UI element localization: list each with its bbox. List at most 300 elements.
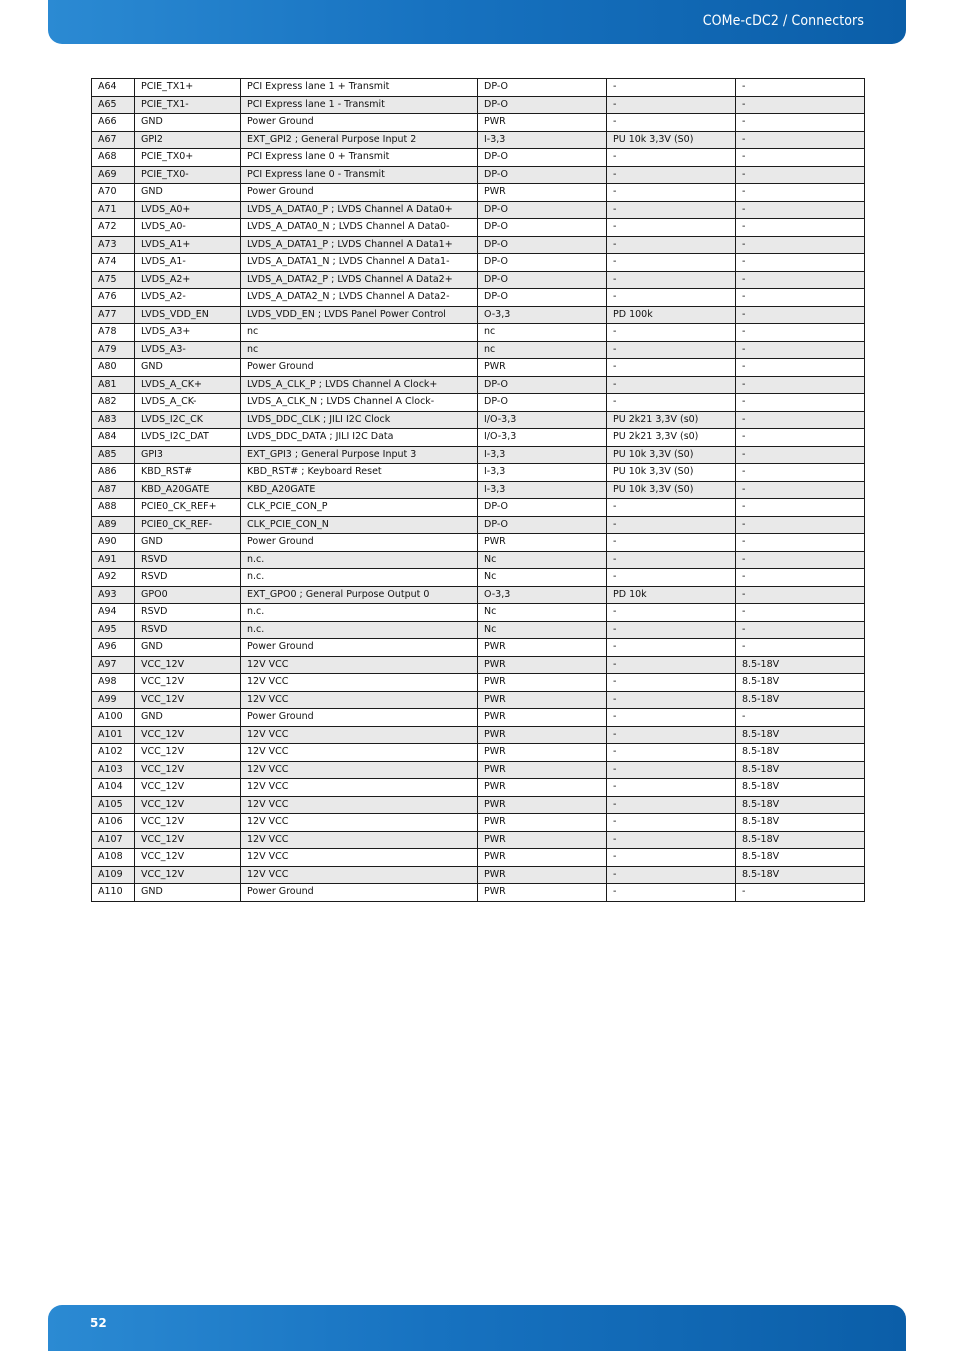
pin-cell: A98 <box>92 674 135 692</box>
signal-cell: LVDS_A2+ <box>135 271 241 289</box>
comment-cell: - <box>736 884 865 902</box>
table-row <box>92 254 865 272</box>
table-row <box>92 184 865 202</box>
type-cell: I-3,3 <box>478 481 607 499</box>
comment-cell: 8.5-18V <box>736 761 865 779</box>
pin-cell: A92 <box>92 569 135 587</box>
signal-cell: GND <box>135 359 241 377</box>
termination-cell: - <box>607 796 736 814</box>
pin-cell: A94 <box>92 604 135 622</box>
type-cell: PWR <box>478 114 607 132</box>
description-cell: KBD_A20GATE <box>241 481 478 499</box>
page-header <box>48 0 906 44</box>
comment-cell: - <box>736 376 865 394</box>
termination-cell: - <box>607 271 736 289</box>
comment-cell: - <box>736 429 865 447</box>
table-row <box>92 656 865 674</box>
description-cell: Power Ground <box>241 359 478 377</box>
signal-cell: GND <box>135 534 241 552</box>
signal-cell: GND <box>135 639 241 657</box>
type-cell: PWR <box>478 744 607 762</box>
description-cell: CLK_PCIE_CON_N <box>241 516 478 534</box>
type-cell: PWR <box>478 866 607 884</box>
description-cell: LVDS_VDD_EN ; LVDS Panel Power Control <box>241 306 478 324</box>
pin-cell: A66 <box>92 114 135 132</box>
comment-cell: 8.5-18V <box>736 796 865 814</box>
table-row <box>92 761 865 779</box>
description-cell: Power Ground <box>241 709 478 727</box>
termination-cell: - <box>607 621 736 639</box>
description-cell: PCI Express lane 0 + Transmit <box>241 149 478 167</box>
description-cell: LVDS_A_CLK_P ; LVDS Channel A Clock+ <box>241 376 478 394</box>
pin-cell: A72 <box>92 219 135 237</box>
description-cell: n.c. <box>241 569 478 587</box>
type-cell: PWR <box>478 884 607 902</box>
comment-cell: 8.5-18V <box>736 744 865 762</box>
description-cell: LVDS_A_DATA2_P ; LVDS Channel A Data2+ <box>241 271 478 289</box>
signal-cell: LVDS_I2C_DAT <box>135 429 241 447</box>
type-cell: Nc <box>478 551 607 569</box>
comment-cell: 8.5-18V <box>736 691 865 709</box>
comment-cell: - <box>736 324 865 342</box>
type-cell: I-3,3 <box>478 131 607 149</box>
description-cell: LVDS_A_DATA2_N ; LVDS Channel A Data2- <box>241 289 478 307</box>
type-cell: PWR <box>478 534 607 552</box>
signal-cell: PCIE_TX0- <box>135 166 241 184</box>
pin-cell: A68 <box>92 149 135 167</box>
table-row <box>92 779 865 797</box>
table-row <box>92 394 865 412</box>
type-cell: DP-O <box>478 254 607 272</box>
pin-cell: A99 <box>92 691 135 709</box>
description-cell: LVDS_A_CLK_N ; LVDS Channel A Clock- <box>241 394 478 412</box>
table-row <box>92 551 865 569</box>
table-row <box>92 674 865 692</box>
comment-cell: - <box>736 96 865 114</box>
termination-cell: - <box>607 184 736 202</box>
termination-cell: - <box>607 79 736 97</box>
termination-cell: - <box>607 324 736 342</box>
signal-cell: LVDS_A0+ <box>135 201 241 219</box>
signal-cell: LVDS_A1+ <box>135 236 241 254</box>
type-cell: Nc <box>478 604 607 622</box>
table-row <box>92 569 865 587</box>
termination-cell: - <box>607 604 736 622</box>
description-cell: 12V VCC <box>241 744 478 762</box>
comment-cell: - <box>736 604 865 622</box>
termination-cell: - <box>607 726 736 744</box>
description-cell: LVDS_A_DATA0_P ; LVDS Channel A Data0+ <box>241 201 478 219</box>
description-cell: EXT_GPI3 ; General Purpose Input 3 <box>241 446 478 464</box>
comment-cell: - <box>736 394 865 412</box>
comment-cell: - <box>736 166 865 184</box>
pin-cell: A100 <box>92 709 135 727</box>
table-row <box>92 201 865 219</box>
type-cell: PWR <box>478 359 607 377</box>
description-cell: CLK_PCIE_CON_P <box>241 499 478 517</box>
type-cell: DP-O <box>478 79 607 97</box>
comment-cell: - <box>736 271 865 289</box>
comment-cell: - <box>736 289 865 307</box>
pinout-table <box>91 78 865 902</box>
type-cell: PWR <box>478 656 607 674</box>
description-cell: 12V VCC <box>241 814 478 832</box>
pin-cell: A88 <box>92 499 135 517</box>
signal-cell: PCIE_TX0+ <box>135 149 241 167</box>
type-cell: DP-O <box>478 219 607 237</box>
type-cell: DP-O <box>478 516 607 534</box>
table-row <box>92 429 865 447</box>
table-row <box>92 166 865 184</box>
termination-cell: - <box>607 166 736 184</box>
description-cell: 12V VCC <box>241 796 478 814</box>
type-cell: I/O-3,3 <box>478 429 607 447</box>
description-cell: LVDS_DDC_DATA ; JILI I2C Data <box>241 429 478 447</box>
pin-cell: A108 <box>92 849 135 867</box>
signal-cell: PCIE0_CK_REF+ <box>135 499 241 517</box>
signal-cell: RSVD <box>135 604 241 622</box>
table-row <box>92 709 865 727</box>
comment-cell: - <box>736 446 865 464</box>
table-row <box>92 271 865 289</box>
termination-cell: - <box>607 394 736 412</box>
table-row <box>92 324 865 342</box>
signal-cell: LVDS_A3- <box>135 341 241 359</box>
description-cell: Power Ground <box>241 184 478 202</box>
type-cell: DP-O <box>478 149 607 167</box>
table-row <box>92 831 865 849</box>
type-cell: PWR <box>478 779 607 797</box>
termination-cell: - <box>607 114 736 132</box>
type-cell: Nc <box>478 621 607 639</box>
termination-cell: - <box>607 499 736 517</box>
pin-cell: A110 <box>92 884 135 902</box>
type-cell: DP-O <box>478 236 607 254</box>
type-cell: DP-O <box>478 289 607 307</box>
pin-cell: A97 <box>92 656 135 674</box>
comment-cell: - <box>736 79 865 97</box>
signal-cell: GPI2 <box>135 131 241 149</box>
signal-cell: VCC_12V <box>135 691 241 709</box>
signal-cell: RSVD <box>135 621 241 639</box>
table-row <box>92 376 865 394</box>
termination-cell: - <box>607 709 736 727</box>
description-cell: 12V VCC <box>241 761 478 779</box>
comment-cell: - <box>736 639 865 657</box>
pin-cell: A74 <box>92 254 135 272</box>
pin-cell: A93 <box>92 586 135 604</box>
comment-cell: - <box>736 114 865 132</box>
termination-cell: - <box>607 674 736 692</box>
termination-cell: - <box>607 849 736 867</box>
comment-cell: - <box>736 569 865 587</box>
comment-cell: - <box>736 464 865 482</box>
termination-cell: PU 2k21 3,3V (s0) <box>607 429 736 447</box>
type-cell: PWR <box>478 796 607 814</box>
pin-cell: A91 <box>92 551 135 569</box>
signal-cell: PCIE_TX1+ <box>135 79 241 97</box>
description-cell: LVDS_A_DATA0_N ; LVDS Channel A Data0- <box>241 219 478 237</box>
pin-cell: A82 <box>92 394 135 412</box>
pin-cell: A79 <box>92 341 135 359</box>
pin-cell: A70 <box>92 184 135 202</box>
description-cell: 12V VCC <box>241 831 478 849</box>
comment-cell: 8.5-18V <box>736 779 865 797</box>
description-cell: PCI Express lane 0 - Transmit <box>241 166 478 184</box>
termination-cell: - <box>607 516 736 534</box>
table-row <box>92 586 865 604</box>
pin-cell: A84 <box>92 429 135 447</box>
table-row <box>92 149 865 167</box>
table-row <box>92 884 865 902</box>
table-row <box>92 796 865 814</box>
type-cell: DP-O <box>478 96 607 114</box>
pin-cell: A87 <box>92 481 135 499</box>
type-cell: PWR <box>478 726 607 744</box>
type-cell: DP-O <box>478 201 607 219</box>
signal-cell: GND <box>135 184 241 202</box>
page-footer <box>48 1305 906 1351</box>
type-cell: PWR <box>478 831 607 849</box>
description-cell: PCI Express lane 1 + Transmit <box>241 79 478 97</box>
pin-cell: A95 <box>92 621 135 639</box>
description-cell: EXT_GPI2 ; General Purpose Input 2 <box>241 131 478 149</box>
description-cell: Power Ground <box>241 534 478 552</box>
description-cell: EXT_GPO0 ; General Purpose Output 0 <box>241 586 478 604</box>
signal-cell: VCC_12V <box>135 866 241 884</box>
pin-cell: A76 <box>92 289 135 307</box>
table-row <box>92 359 865 377</box>
signal-cell: VCC_12V <box>135 779 241 797</box>
pin-cell: A65 <box>92 96 135 114</box>
type-cell: DP-O <box>478 166 607 184</box>
type-cell: O-3,3 <box>478 586 607 604</box>
pin-cell: A73 <box>92 236 135 254</box>
description-cell: Power Ground <box>241 639 478 657</box>
table-row <box>92 114 865 132</box>
termination-cell: - <box>607 831 736 849</box>
type-cell: I-3,3 <box>478 446 607 464</box>
description-cell: KBD_RST# ; Keyboard Reset <box>241 464 478 482</box>
comment-cell: - <box>736 586 865 604</box>
termination-cell: PU 10k 3,3V (S0) <box>607 481 736 499</box>
termination-cell: - <box>607 656 736 674</box>
table-row <box>92 131 865 149</box>
description-cell: n.c. <box>241 604 478 622</box>
comment-cell: - <box>736 359 865 377</box>
termination-cell: PD 10k <box>607 586 736 604</box>
signal-cell: VCC_12V <box>135 744 241 762</box>
description-cell: nc <box>241 324 478 342</box>
signal-cell: PCIE0_CK_REF- <box>135 516 241 534</box>
pin-cell: A101 <box>92 726 135 744</box>
type-cell: O-3,3 <box>478 306 607 324</box>
termination-cell: - <box>607 236 736 254</box>
signal-cell: VCC_12V <box>135 674 241 692</box>
description-cell: LVDS_DDC_CLK ; JILI I2C Clock <box>241 411 478 429</box>
table-row <box>92 849 865 867</box>
comment-cell: - <box>736 201 865 219</box>
type-cell: nc <box>478 324 607 342</box>
termination-cell: - <box>607 149 736 167</box>
table-row <box>92 446 865 464</box>
table-row <box>92 516 865 534</box>
pin-cell: A107 <box>92 831 135 849</box>
termination-cell: - <box>607 254 736 272</box>
pin-cell: A64 <box>92 79 135 97</box>
pin-cell: A83 <box>92 411 135 429</box>
table-row <box>92 726 865 744</box>
pin-cell: A85 <box>92 446 135 464</box>
signal-cell: LVDS_A2- <box>135 289 241 307</box>
comment-cell: 8.5-18V <box>736 656 865 674</box>
signal-cell: VCC_12V <box>135 849 241 867</box>
pin-cell: A78 <box>92 324 135 342</box>
description-cell: 12V VCC <box>241 849 478 867</box>
signal-cell: GPI3 <box>135 446 241 464</box>
comment-cell: - <box>736 149 865 167</box>
signal-cell: VCC_12V <box>135 831 241 849</box>
comment-cell: - <box>736 709 865 727</box>
termination-cell: - <box>607 289 736 307</box>
description-cell: LVDS_A_DATA1_N ; LVDS Channel A Data1- <box>241 254 478 272</box>
comment-cell: - <box>736 219 865 237</box>
pin-cell: A69 <box>92 166 135 184</box>
table-row <box>92 814 865 832</box>
type-cell: PWR <box>478 709 607 727</box>
pin-cell: A89 <box>92 516 135 534</box>
table-row <box>92 744 865 762</box>
table-row <box>92 499 865 517</box>
table-row <box>92 236 865 254</box>
signal-cell: PCIE_TX1- <box>135 96 241 114</box>
description-cell: 12V VCC <box>241 656 478 674</box>
termination-cell: - <box>607 744 736 762</box>
comment-cell: - <box>736 551 865 569</box>
signal-cell: KBD_A20GATE <box>135 481 241 499</box>
table-row <box>92 691 865 709</box>
signal-cell: GND <box>135 114 241 132</box>
table-row <box>92 306 865 324</box>
termination-cell: - <box>607 639 736 657</box>
signal-cell: KBD_RST# <box>135 464 241 482</box>
type-cell: I/O-3,3 <box>478 411 607 429</box>
signal-cell: GND <box>135 884 241 902</box>
description-cell: Power Ground <box>241 884 478 902</box>
type-cell: PWR <box>478 814 607 832</box>
table-row <box>92 866 865 884</box>
pin-cell: A105 <box>92 796 135 814</box>
comment-cell: - <box>736 184 865 202</box>
termination-cell: - <box>607 866 736 884</box>
type-cell: PWR <box>478 674 607 692</box>
comment-cell: 8.5-18V <box>736 849 865 867</box>
comment-cell: - <box>736 236 865 254</box>
comment-cell: - <box>736 341 865 359</box>
termination-cell: - <box>607 201 736 219</box>
type-cell: DP-O <box>478 376 607 394</box>
termination-cell: PD 100k <box>607 306 736 324</box>
termination-cell: - <box>607 814 736 832</box>
termination-cell: - <box>607 376 736 394</box>
signal-cell: LVDS_A3+ <box>135 324 241 342</box>
table-row <box>92 341 865 359</box>
termination-cell: - <box>607 534 736 552</box>
comment-cell: - <box>736 499 865 517</box>
signal-cell: LVDS_I2C_CK <box>135 411 241 429</box>
pin-cell: A81 <box>92 376 135 394</box>
pin-cell: A102 <box>92 744 135 762</box>
comment-cell: - <box>736 534 865 552</box>
signal-cell: VCC_12V <box>135 656 241 674</box>
description-cell: 12V VCC <box>241 674 478 692</box>
signal-cell: LVDS_VDD_EN <box>135 306 241 324</box>
signal-cell: VCC_12V <box>135 814 241 832</box>
pin-cell: A67 <box>92 131 135 149</box>
type-cell: DP-O <box>478 499 607 517</box>
table-row <box>92 464 865 482</box>
table-row <box>92 79 865 97</box>
signal-cell: LVDS_A_CK+ <box>135 376 241 394</box>
signal-cell: VCC_12V <box>135 761 241 779</box>
termination-cell: PU 2k21 3,3V (s0) <box>607 411 736 429</box>
termination-cell: - <box>607 551 736 569</box>
type-cell: PWR <box>478 691 607 709</box>
comment-cell: - <box>736 306 865 324</box>
signal-cell: LVDS_A_CK- <box>135 394 241 412</box>
comment-cell: 8.5-18V <box>736 814 865 832</box>
description-cell: PCI Express lane 1 - Transmit <box>241 96 478 114</box>
termination-cell: - <box>607 219 736 237</box>
table-row <box>92 481 865 499</box>
pin-cell: A80 <box>92 359 135 377</box>
type-cell: PWR <box>478 184 607 202</box>
table-row <box>92 411 865 429</box>
termination-cell: - <box>607 569 736 587</box>
description-cell: n.c. <box>241 551 478 569</box>
termination-cell: - <box>607 691 736 709</box>
signal-cell: RSVD <box>135 569 241 587</box>
table-row <box>92 604 865 622</box>
signal-cell: VCC_12V <box>135 726 241 744</box>
table-row <box>92 96 865 114</box>
termination-cell: PU 10k 3,3V (S0) <box>607 446 736 464</box>
type-cell: DP-O <box>478 394 607 412</box>
table-row <box>92 289 865 307</box>
comment-cell: 8.5-18V <box>736 866 865 884</box>
description-cell: LVDS_A_DATA1_P ; LVDS Channel A Data1+ <box>241 236 478 254</box>
type-cell: I-3,3 <box>478 464 607 482</box>
signal-cell: VCC_12V <box>135 796 241 814</box>
termination-cell: - <box>607 884 736 902</box>
header-title: COMe-cDC2 / Connectors <box>702 13 864 29</box>
signal-cell: GPO0 <box>135 586 241 604</box>
description-cell: 12V VCC <box>241 779 478 797</box>
description-cell: nc <box>241 341 478 359</box>
signal-cell: LVDS_A1- <box>135 254 241 272</box>
comment-cell: 8.5-18V <box>736 726 865 744</box>
termination-cell: - <box>607 779 736 797</box>
type-cell: Nc <box>478 569 607 587</box>
comment-cell: - <box>736 411 865 429</box>
table-row <box>92 219 865 237</box>
signal-cell: LVDS_A0- <box>135 219 241 237</box>
pin-cell: A90 <box>92 534 135 552</box>
comment-cell: - <box>736 254 865 272</box>
description-cell: Power Ground <box>241 114 478 132</box>
table-row <box>92 534 865 552</box>
comment-cell: - <box>736 516 865 534</box>
